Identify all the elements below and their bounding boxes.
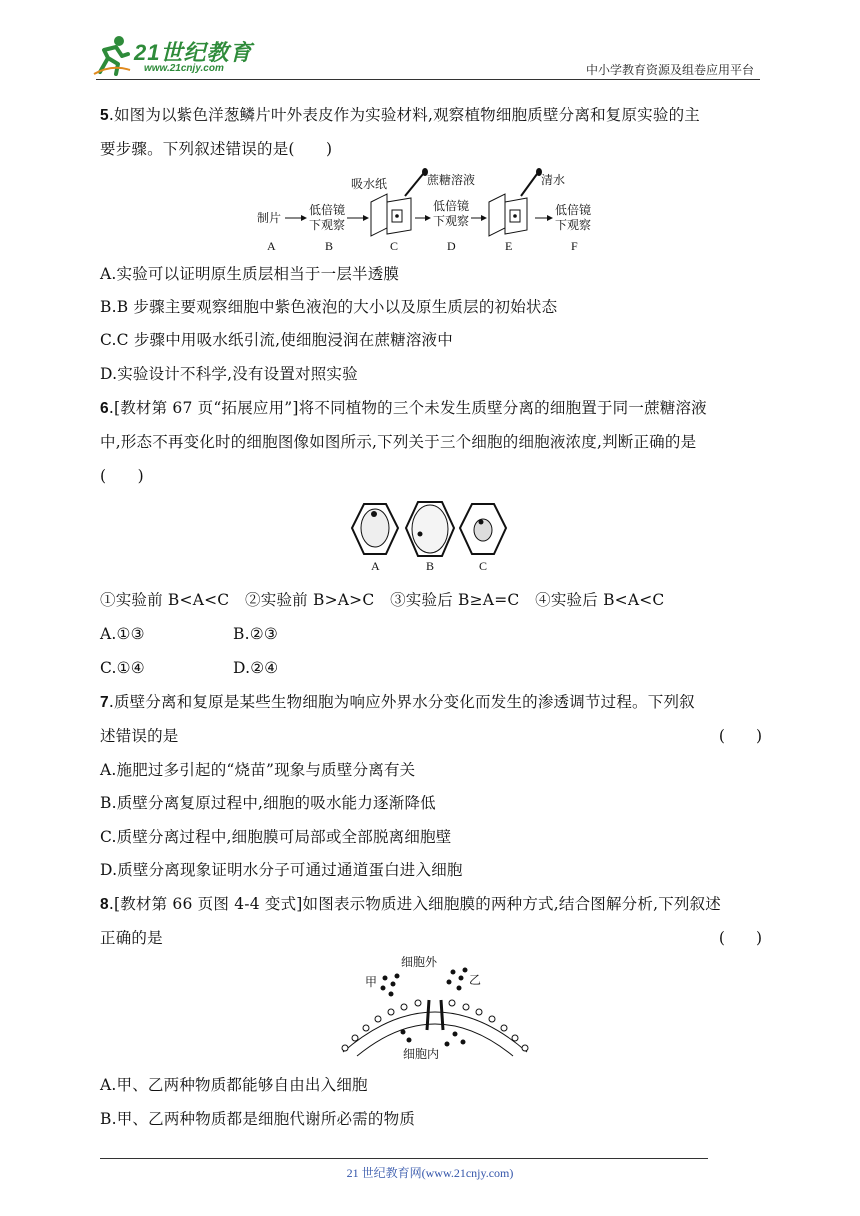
q7-number: 7	[100, 694, 109, 711]
q7-answer-paren: ( )	[718, 727, 762, 745]
q8-option-a: A.甲、乙两种物质都能够自由出入细胞	[100, 1076, 368, 1094]
q6-option-c: C.①④	[100, 659, 145, 677]
q7-line-1: 7.质壁分离和复原是某些生物细胞为响应外界水分变化而发生的渗透调节过程。下列叙	[100, 693, 695, 711]
fig-observe-d-2: 下观察	[433, 214, 470, 228]
q6-option-b: B.②③	[233, 625, 278, 643]
fig-label-sucrose: 蔗糖溶液	[427, 173, 476, 187]
q7-line-2: 述错误的是	[100, 727, 179, 745]
q6-fig-letter-a: A	[371, 559, 380, 573]
logo-runner-icon	[92, 34, 132, 76]
fig-label-paper: 吸水纸	[351, 177, 388, 191]
fig-observe-d-1: 低倍镜	[433, 199, 470, 213]
fig-letter-c: C	[390, 239, 399, 253]
q8-number: 8	[100, 896, 109, 913]
q5-option-c: C.C 步骤中用吸水纸引流,使细胞浸润在蔗糖溶液中	[100, 331, 453, 349]
q7-option-b: B.质壁分离复原过程中,细胞的吸水能力逐渐降低	[100, 794, 436, 812]
q8-membrane-figure	[335, 952, 535, 1062]
fig-letter-b: B	[325, 239, 334, 253]
q8-option-b: B.甲、乙两种物质都是细胞代谢所必需的物质	[100, 1110, 416, 1128]
q6-line-2: 中,形态不再变化时的细胞图像如图所示,下列关于三个细胞的细胞液浓度,判断正确的是	[100, 433, 697, 451]
q6-number: 6	[100, 400, 109, 417]
q6-fig-letter-b: B	[426, 559, 435, 573]
q6-option-d: D.②④	[233, 659, 279, 677]
fig-observe-f-1: 低倍镜	[555, 203, 592, 217]
q6-option-a: A.①③	[100, 625, 145, 643]
q8-line-1: 8.[教材第 66 页图 4-4 变式]如图表示物质进入细胞膜的两种方式,结合图解分析,下列叙述	[100, 895, 721, 913]
q5-option-d: D.实验设计不科学,没有设置对照实验	[100, 365, 358, 383]
fig-letter-f: F	[571, 239, 578, 253]
fig-label-yi: 乙	[469, 973, 482, 987]
q5-option-b: B.B 步骤主要观察细胞中紫色液泡的大小以及原生质层的初始状态	[100, 298, 558, 316]
footer-text: 21 世纪教育网(www.21cnjy.com)	[346, 1166, 514, 1180]
platform-name: 中小学教育资源及组卷应用平台	[585, 63, 754, 77]
logo-url: www.21cnjy.com	[144, 63, 224, 74]
q8-answer-paren: ( )	[718, 929, 762, 947]
q6-cells-figure	[350, 498, 510, 578]
q7-option-d: D.质壁分离现象证明水分子可通过通道蛋白进入细胞	[100, 861, 463, 879]
q7-option-a: A.施肥过多引起的“烧苗”现象与质壁分离有关	[100, 761, 416, 779]
q5-option-a: A.实验可以证明原生质层相当于一层半透膜	[100, 265, 400, 283]
q5-line-1: 5.如图为以紫色洋葱鳞片叶外表皮作为实验材料,观察植物细胞质壁分离和复原实验的主	[100, 106, 700, 124]
fig-observe-b-2: 下观察	[309, 218, 346, 232]
logo-text: 21世纪教育	[134, 40, 253, 65]
q5-number: 5	[100, 107, 109, 124]
q6-line-3: ( )	[100, 467, 144, 485]
header-divider	[96, 79, 760, 80]
q5-experiment-figure	[255, 166, 605, 256]
q6-line-1: 6.[教材第 67 页“拓展应用”]将不同植物的三个未发生质壁分离的细胞置于同一蔗糖溶液	[100, 399, 707, 417]
footer-divider	[100, 1158, 708, 1159]
fig-letter-a: A	[267, 239, 276, 253]
fig-label-jia: 甲	[365, 975, 378, 989]
fig-letter-d: D	[447, 239, 456, 253]
fig-step-make: 制片	[257, 211, 282, 225]
fig-observe-f-2: 下观察	[555, 218, 592, 232]
q5-line-2: 要步骤。下列叙述错误的是( )	[100, 140, 333, 158]
fig-letter-e: E	[505, 239, 513, 253]
q7-option-c: C.质壁分离过程中,细胞膜可局部或全部脱离细胞壁	[100, 828, 452, 846]
fig-observe-b-1: 低倍镜	[309, 203, 346, 217]
q6-fig-letter-c: C	[479, 559, 488, 573]
fig-label-water: 清水	[541, 173, 566, 187]
fig-label-inside: 细胞内	[403, 1047, 440, 1061]
q8-line-2: 正确的是	[100, 929, 163, 947]
fig-label-outside: 细胞外	[401, 955, 438, 969]
q6-statements: ①实验前 B<A<C ②实验前 B>A>C ③实验后 B≥A=C ④实验后 B<A<C	[100, 591, 665, 609]
